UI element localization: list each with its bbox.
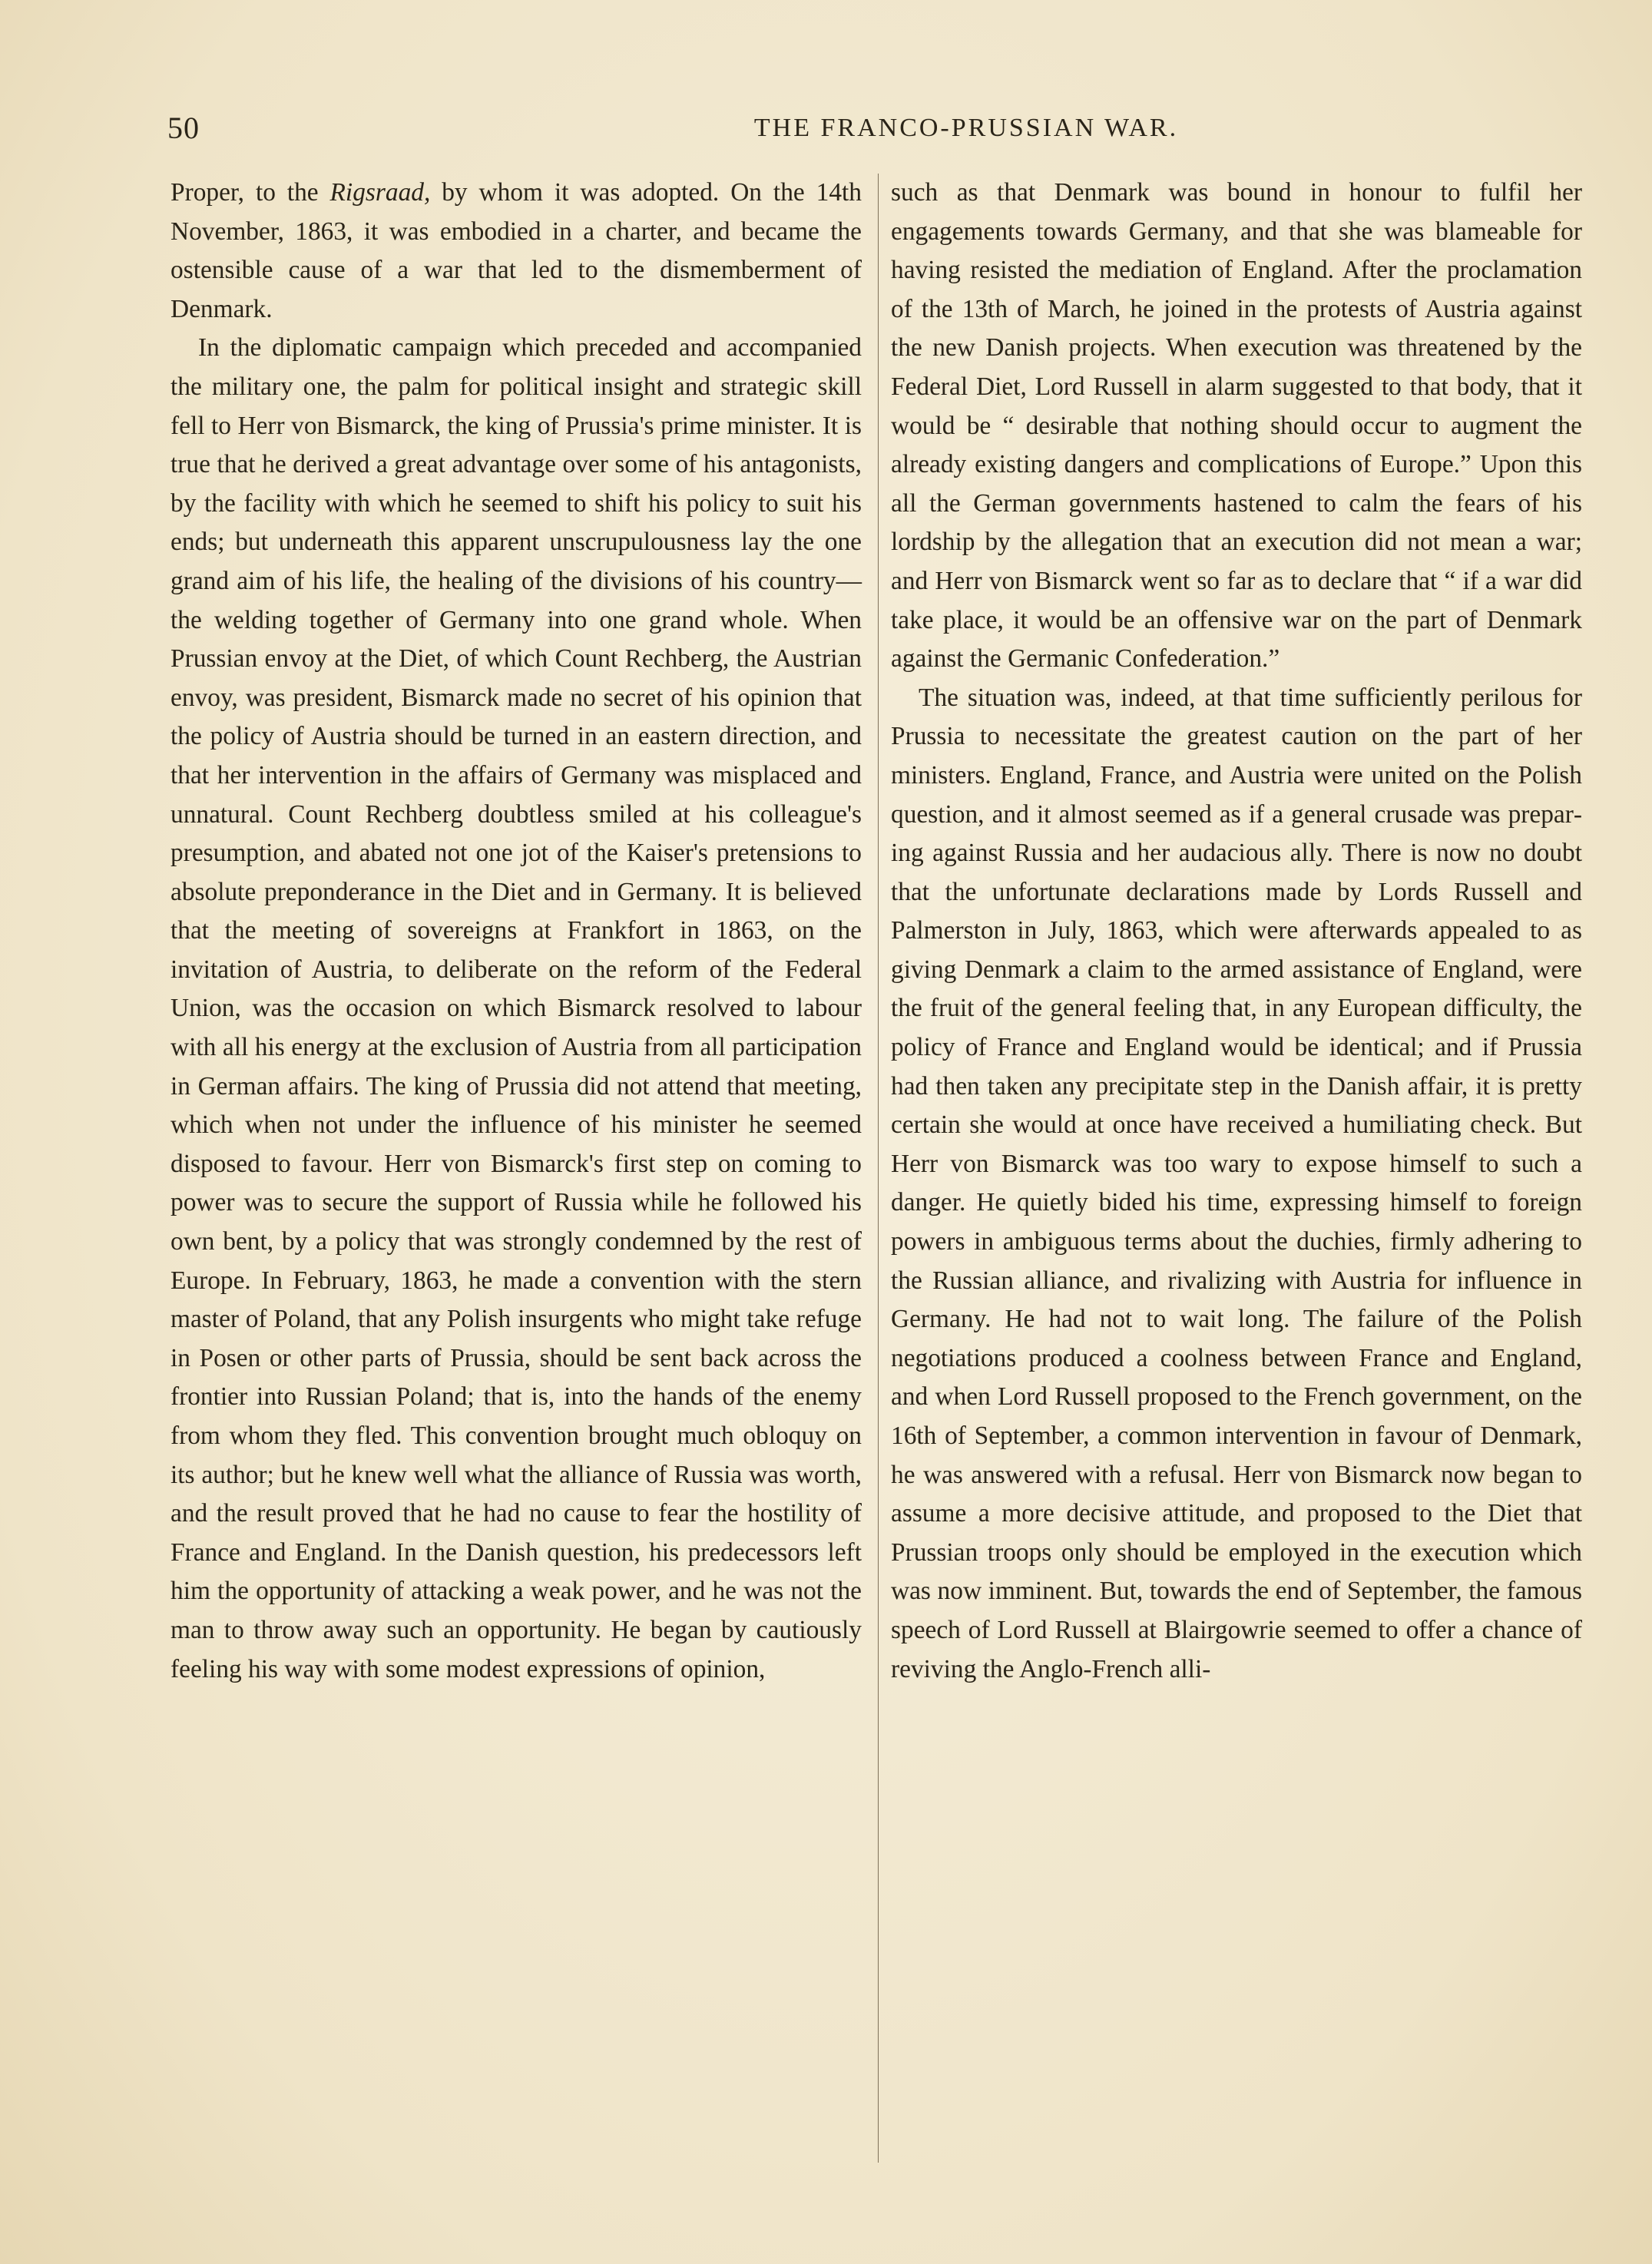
paragraph-continuation (170, 174, 862, 329)
column-divider (878, 174, 879, 2163)
right-column (891, 174, 1582, 1689)
left-column (170, 174, 862, 1689)
page-number: 50 (167, 111, 200, 145)
page-header (167, 109, 1585, 147)
paragraph-continuation-right: such as that Denmark was bound in honour to fulfil her engagements towards Germany, and that she was blameable for having resisted the mediation of England. After the proclamation of the 13th of March, he joined in the protests of Austria against the new Danish projects. When execution was threatened by the Federal Diet, Lord Russell in alarm suggested to that body, that it would be “ desirable that nothing should occur to augment the already existing dangers and complications of Europe.” Upon this all the German governments hastened to calm the fears of his lordship by the allegation that an execution did not mean a war; and Herr von Bismarck went so far as to declare that “ if a war did take place, it would be an offensive war on the part of Denmark against the Germanic Confederation.” (891, 178, 1582, 674)
text-run: by whom it was adopted. On the 14th November, 1863, it was embodied in a charter, and became the ostensible cause of a war that led to the dismemberment of Denmark. (170, 178, 862, 323)
paragraph-diplomatic-campaign: In the diplomatic campaign which preceded and accompanied the military one, the palm for political insight and strategic skill fell to Herr von Bismarck, the king of Prussia's prime minister. It is true that he derived a great advantage over some of his antagonists, by the facility with which he seemed to shift his policy to suit his ends; but underneath this apparent unscrupulousness lay the one grand aim of his life, the healing of the divisions of his country—the welding together of Germany into one grand whole. When Prussian envoy at the Diet, of which Count Rechberg, the Austrian envoy, was president, Bismarck made no secret of his opinion that the policy of Austria should be turned in an eastern direction, and that her intervention in the affairs of Germany was misplaced and unnatural. Count Rechberg doubtless smiled at his colleague's presumption, and abated not one jot of the Kaiser's pretensions to absolute preponderance in the Diet and in Germany. It is believed that the meeting of sovereigns at Frankfort in 1863, on the invitation of Austria, to deliberate on the reform of the Federal Union, was the occasion on which Bismarck resolved to labour with all his energy at the exclusion of Austria from all participation in German affairs. The king of Prussia did not attend that meeting, which when not under the influence of his minister he seemed disposed to favour. Herr von Bismarck's first step on coming to power was to secure the support of Russia while he followed his own bent, by a policy that was strongly condemned by the rest of Europe. In February, 1863, he made a convention with the stern master of Poland, that any Polish insurgents who might take refuge in Posen or other parts of Prussia, should be sent back across the frontier into Russian Poland; that is, into the hands of the enemy from whom they fled. This convention brought much obloquy on its author; but he knew well what the alliance of Russia was worth, and the result proved that he had no cause to fear the hostility of France and England. In the Danish question, his predecessors left him the opportunity of attacking a weak power, and he was not the man to throw away such an opportunity. He began by cautiously feeling his way with some modest expressions of opinion, (170, 333, 862, 1683)
paragraph-situation: The situation was, indeed, at that time sufficiently perilous for Prussia to necessitate the greatest caution on the part of her ministers. England, France, and Austria were united on the Polish question, and it almost seemed as if a general crusade was preparing against Russia and her audacious ally. There is now no doubt that the unfortunate declarations made by Lords Russell and Palmerston in July, 1863, which were afterwards appealed to as giving Denmark a claim to the armed assistance of England, were the fruit of the general feeling that, in any European difficulty, the policy of France and England would be identical; and if Prussia had then taken any precipitate step in the Danish affair, it is pretty certain she would at once have received a humiliating check. But Herr von Bismarck was too wary to expose himself to such a danger. He quietly bided his time, expressing himself to foreign powers in ambiguous terms about the duchies, firmly adhering to the Russian alliance, and rivalizing with Austria for influence in Germany. He had not to wait long. The failure of the Polish negotiations produced a coolness between France and England, and when Lord Russell proposed to the French government, on the 16th of September, a common intervention in favour of Denmark, he was answered with a refusal. Herr von Bismarck now began to assume a more decisive attitude, and proposed to the Diet that Prussian troops only should be employed in the execution which was now imminent. But, towards the end of September, the famous speech of Lord Russell at Blairgowrie seemed to offer a chance of reviving the Anglo-French alli- (891, 683, 1582, 1683)
text-run: Proper, to the (170, 178, 330, 207)
running-title: THE FRANCO-PRUSSIAN WAR. (753, 114, 1179, 142)
italic-term: Rigsraad, (329, 178, 431, 207)
